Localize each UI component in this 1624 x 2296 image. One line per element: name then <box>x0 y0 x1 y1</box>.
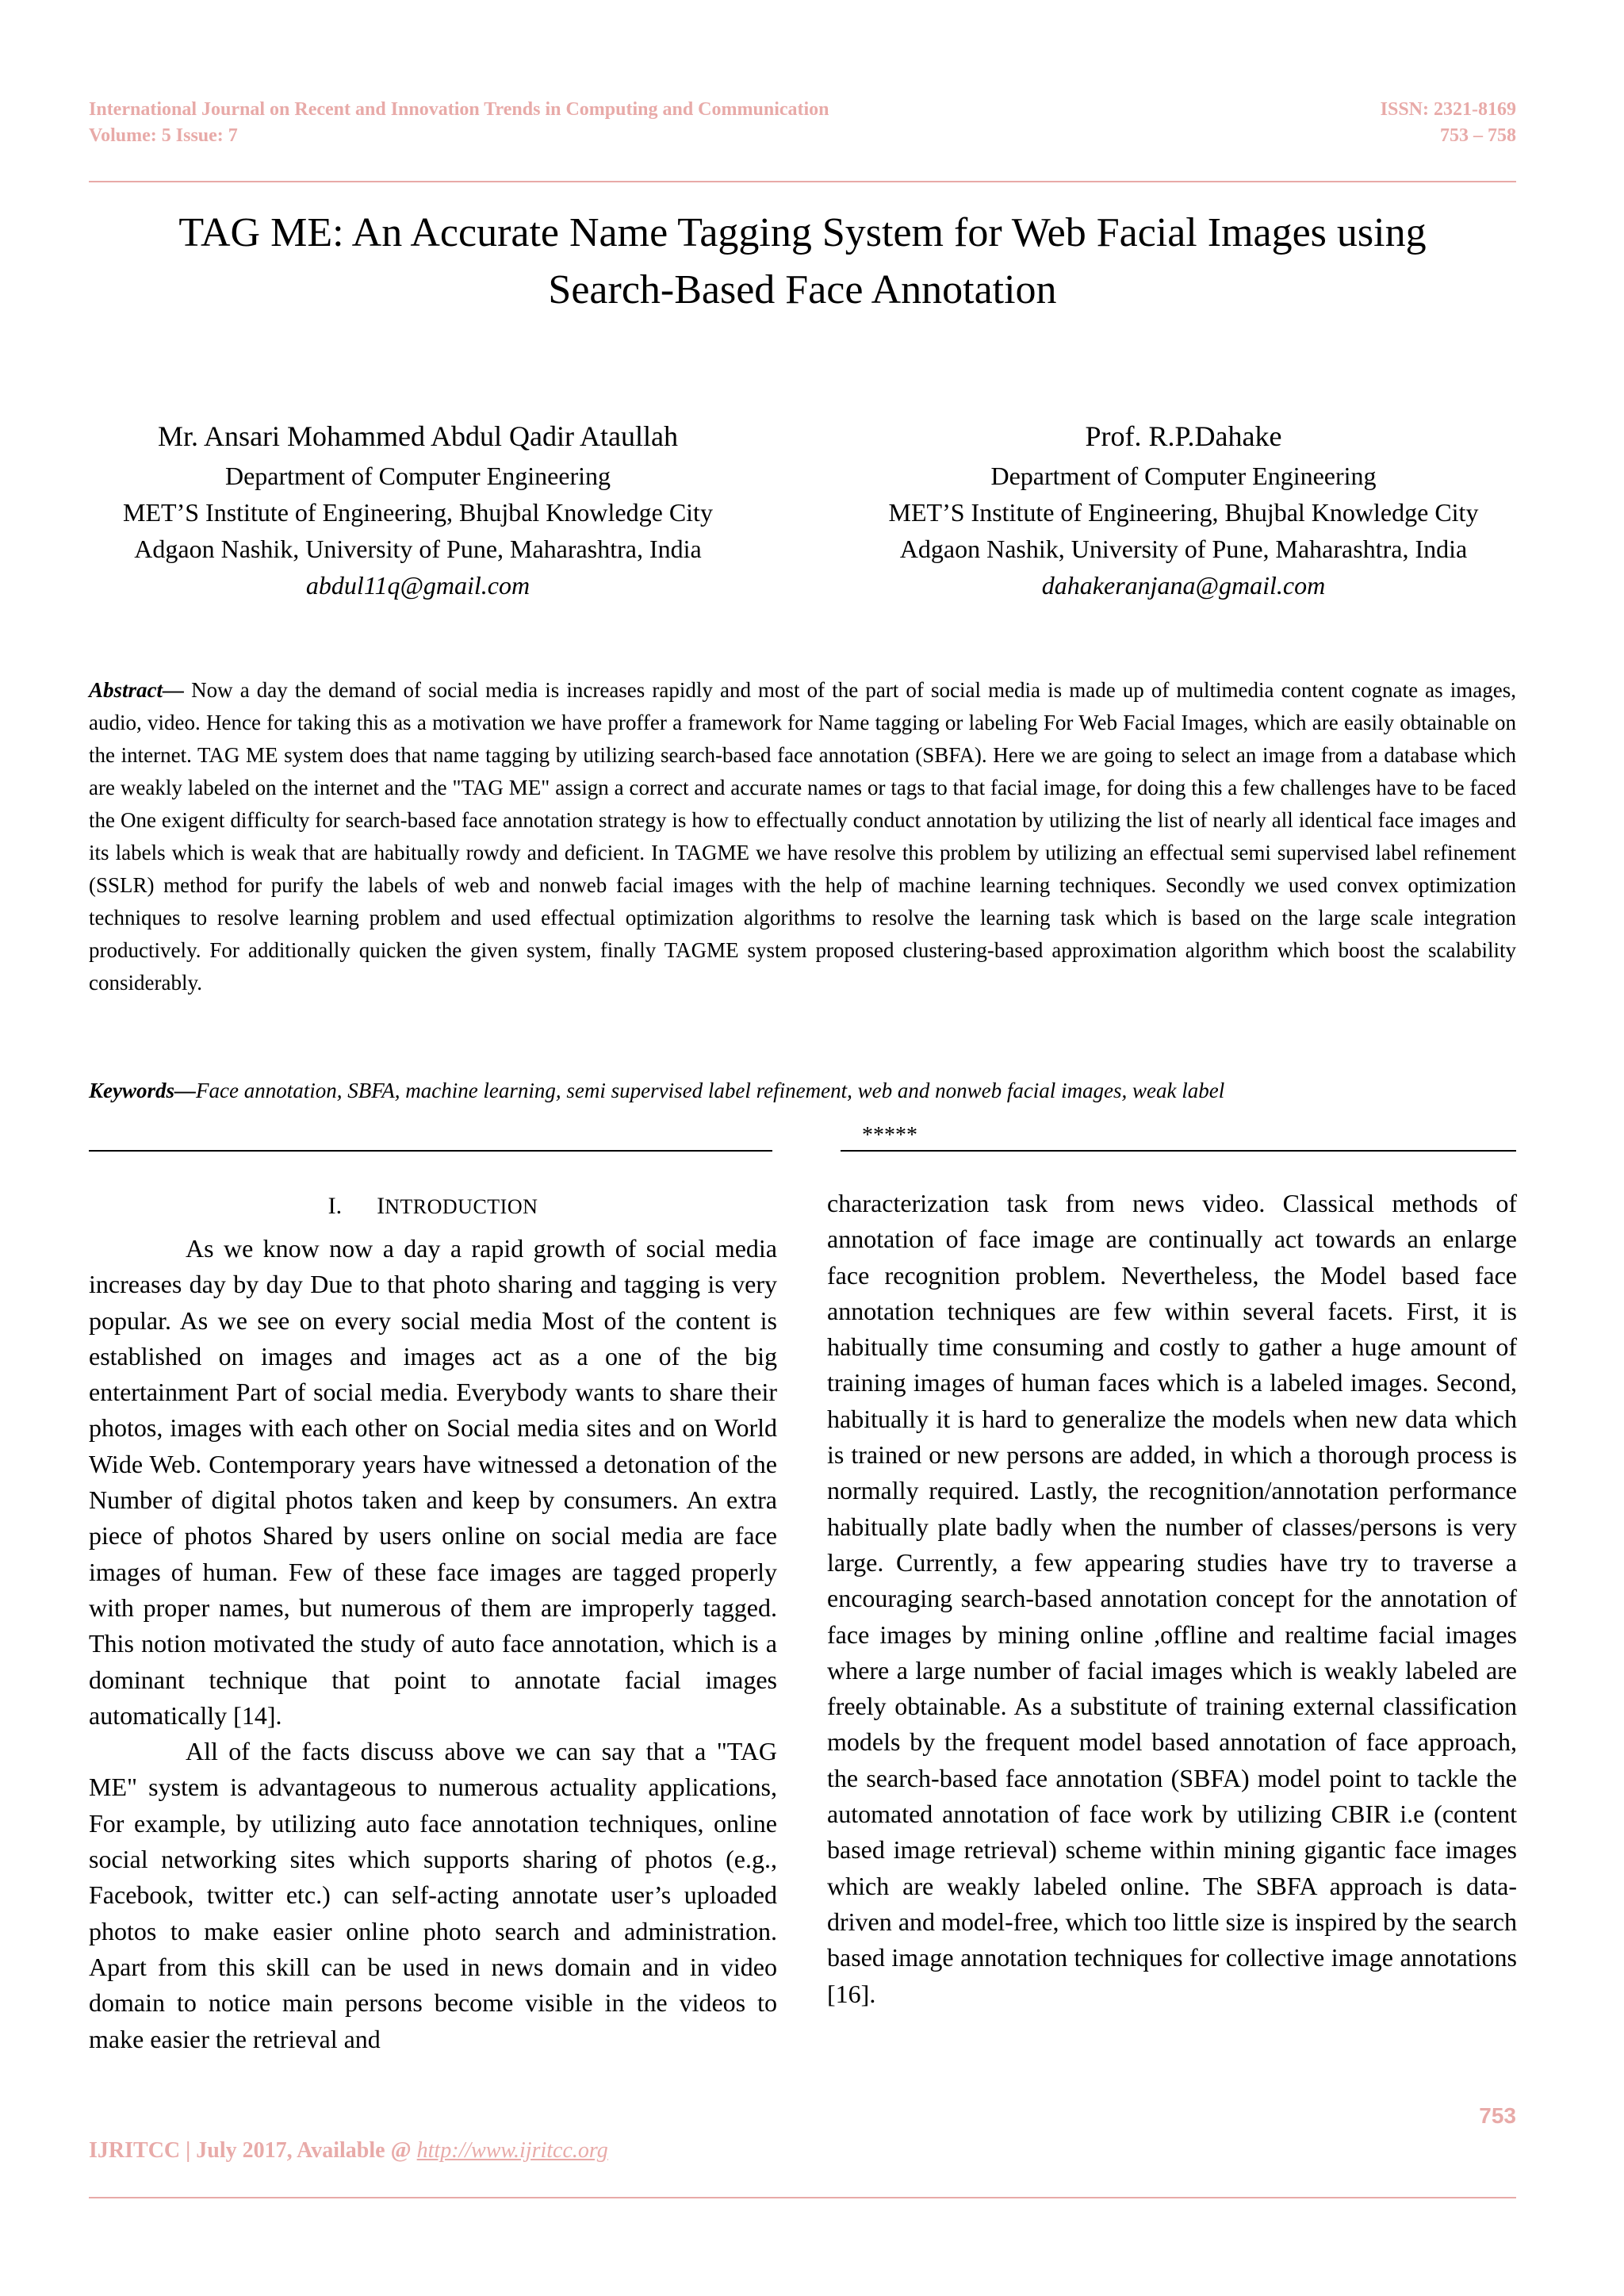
journal-pages: 753 – 758 <box>1440 125 1516 146</box>
body-column-right <box>827 1186 1517 2012</box>
author-email: abdul11q@gmail.com <box>305 571 530 600</box>
section-number: I. <box>327 1193 343 1219</box>
section-heading-introduction <box>89 1186 777 1228</box>
separator-line-right <box>841 1150 1516 1152</box>
author-email: dahakeranjana@gmail.com <box>1041 571 1326 600</box>
abstract-label: Abstract— <box>89 678 185 702</box>
journal-name: International Journal on Recent and Innovation Trends in Computing and Communication <box>89 99 829 120</box>
keywords-label: Keywords— <box>89 1079 196 1102</box>
author-address: Adgaon Nashik, University of Pune, Maharashtra, India <box>899 535 1468 563</box>
journal-volume: Volume: 5 Issue: 7 <box>89 125 238 146</box>
keywords-text: Face annotation, SBFA, machine learning, semi supervised label refinement, web and nonweb facial images, weak label <box>196 1079 1225 1102</box>
paper-title-line-2: Search-Based Face Annotation <box>548 267 1057 312</box>
author-institute: MET’S Institute of Engineering, Bhujbal Knowledge City <box>123 498 713 527</box>
header-divider <box>89 181 1516 182</box>
journal-issn-block <box>1381 97 1516 149</box>
abstract <box>89 674 1516 999</box>
section-title-initial: I <box>377 1193 385 1219</box>
footer-text: IJRITCC | July 2017, Available @ <box>89 2138 417 2163</box>
author-department: Department of Computer Engineering <box>224 462 611 490</box>
body-paragraph: All of the facts discuss above we can say that a "TAG ME" system is advantageous to numerous actuality applications, For example, by utilizing auto face annotation techniques, online social networking sites which supports sharing of photos (e.g., Facebook, twitter etc.) can self-acting annotate user’s uploaded photos to make easier online photo search and administration. Apart from this skill can be used in news domain and in video domain to notice main persons become visible in the videos to make easier the retrieval and <box>89 1737 777 2053</box>
body-paragraph: characterization task from news video. Classical methods of annotation of face image are continually act towards an enlarge face recognition problem. Nevertheless, the Model based face annotation techniques are few within several facets. First, it is habitually time consuming and costly to gather a huge amount of training images of human faces which is a labeled images. Second, habitually it is hard to generalize the models when new data which is trained or new persons are added, in which a thorough process is normally required. Lastly, the recognition/annotation performance habitually plate badly when the number of classes/persons is very large. Currently, a few appearing studies have try to traverse a encouraging search-based annotation concept for the annotation of face images by mining online ,offline and realtime facial images where a large number of facial images which is weakly labeled are freely obtainable. As a substitute of training external classification models by the frequent model based annotation of face approach, the search-based face annotation (SBFA) model point to tackle the automated annotation of face work by utilizing CBIR i.e (content based image retrieval) scheme within mining gigantic face images which are weakly labeled online. The SBFA approach is data-driven and model-free, which too little size is inspired by the search based image annotation techniques for collective image annotations [16]. <box>827 1189 1517 2008</box>
separator-line-left <box>89 1150 772 1152</box>
abstract-text: Now a day the demand of social media is increases rapidly and most of the part of social media is made up of multimedia content cognate as images, audio, video. Hence for taking this as a motivation we have proffer a framework for Name tagging or labeling For Web Facial Images, which are easily obtainable on the internet. TAG ME system does that name tagging by utilizing search-based face annotation (SBFA). Here we are going to select an image from a database which are weakly labeled on the internet and the "TAG ME" assign a correct and accurate names or tags to that facial image, for doing this a few challenges have to be faced the One exigent difficulty for search-based face annotation strategy is how to effectually conduct annotation by utilizing the list of nearly all identical face images and its labels which is weak that are habitually rowdy and deficient. In TAGME we have resolve this problem by utilizing an effectual semi supervised label refinement (SSLR) method for purify the labels of web and nonweb facial images with the help of machine learning techniques. Secondly we used convex optimization techniques to resolve learning problem and used effectual optimization algorithms to resolve the learning task which is based on the large scale integration productively. For additionally quicken the given system, finally TAGME system proposed clustering-based approximation algorithm which boost the scalability considerably. <box>89 678 1516 995</box>
body-column-left <box>89 1186 777 2057</box>
journal-issn: ISSN: 2321-8169 <box>1380 99 1516 120</box>
author-address: Adgaon Nashik, University of Pune, Maharashtra, India <box>134 535 702 563</box>
author-institute: MET’S Institute of Engineering, Bhujbal Knowledge City <box>888 498 1479 527</box>
keywords <box>89 1075 1516 1106</box>
author-block-1 <box>89 415 747 604</box>
page-footer <box>89 2135 608 2167</box>
section-title-rest: NTRODUCTION <box>385 1195 538 1218</box>
author-department: Department of Computer Engineering <box>990 462 1377 490</box>
author-name: Prof. R.P.Dahake <box>1085 420 1282 452</box>
footer-link[interactable]: http://www.ijritcc.org <box>416 2138 608 2163</box>
page-number: 753 <box>1479 2103 1516 2128</box>
journal-header <box>89 97 1516 149</box>
body-paragraph: As we know now a day a rapid growth of social media increases day by day Due to that photo sharing and tagging is very popular. As we see on every social media Most of the content is established on images and images act as a one of the big entertainment Part of social media. Everybody wants to share their photos, images with each other on Social media sites and on World Wide Web. Contemporary years have witnessed a detonation of the Number of digital photos taken and keep by consumers. An extra piece of photos Shared by users online on social media are face images of human. Few of these face images are tagged properly with proper names, but numerous of them are improperly tagged. This notion motivated the study of auto face annotation, which is a dominant technique that point to annotate facial images automatically [14]. <box>89 1234 777 1730</box>
separator-stars: ***** <box>862 1123 917 1148</box>
paper-title-line-1: TAG ME: An Accurate Name Tagging System for Web Facial Images using <box>178 210 1427 255</box>
section-separator <box>89 1120 1516 1152</box>
paper-title <box>89 205 1516 319</box>
footer-divider <box>89 2197 1516 2198</box>
author-name: Mr. Ansari Mohammed Abdul Qadir Ataullah <box>158 420 678 452</box>
author-block-2 <box>852 415 1515 604</box>
